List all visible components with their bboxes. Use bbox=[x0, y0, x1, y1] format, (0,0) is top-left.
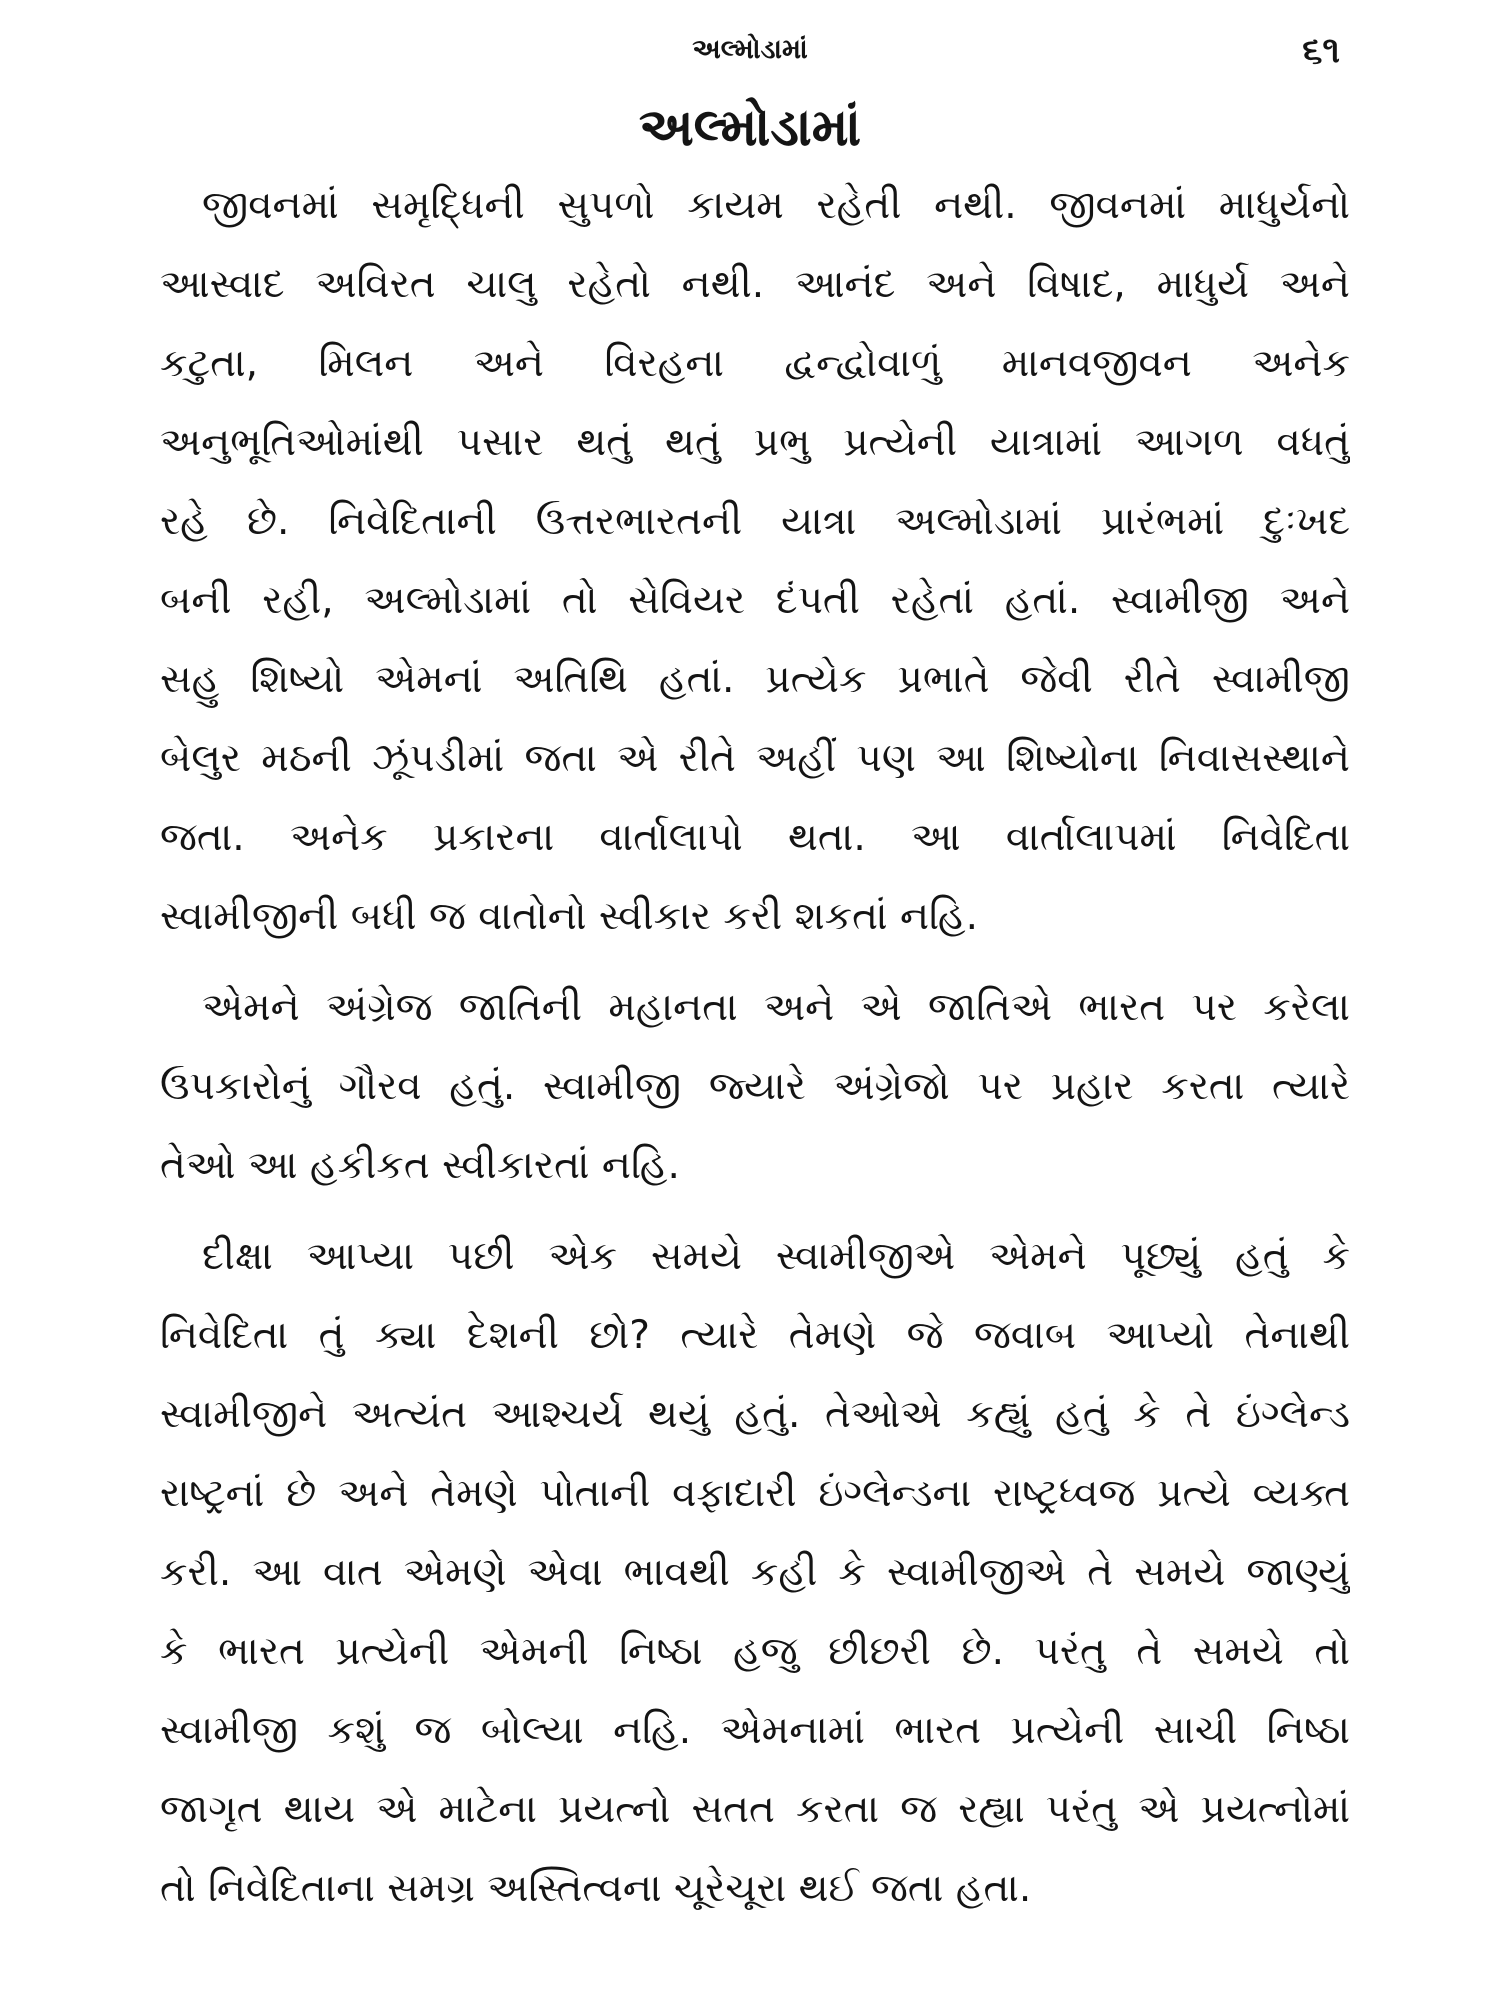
running-title: અલ્મોડામાં bbox=[692, 34, 808, 65]
running-header bbox=[160, 30, 1340, 84]
body-text bbox=[160, 166, 1350, 1940]
text-line: જીવનમાં સમૃદ્ધિની સુપળો કાયમ રહેતી નથી. જીવનમાં માધુર્યનો bbox=[202, 183, 1350, 228]
text-line: જાગૃત થાય એ માટેના પ્રયત્નો સતત કરતા જ રહ્યા પરંતુ એ પ્રયત્નોમાં bbox=[160, 1787, 1350, 1832]
text-line: અનુભૂતિઓમાંથી પસાર થતું થતું પ્રભુ પ્રત્યેની યાત્રામાં આગળ વધતું bbox=[160, 420, 1350, 465]
text-line: કરી. આ વાત એમણે એવા ભાવથી કહી કે સ્વામીજીએ તે સમયે જાણ્યું bbox=[160, 1550, 1350, 1595]
text-line: સહુ શિષ્યો એમનાં અતિથિ હતાં. પ્રત્યેક પ્રભાતે જેવી રીતે સ્વામીજી bbox=[160, 657, 1350, 702]
text-line: કે ભારત પ્રત્યેની એમની નિષ્ઠા હજુ છીછરી છે. પરંતુ તે સમયે તો bbox=[160, 1629, 1350, 1674]
text-line: બની રહી, અલ્મોડામાં તો સેવિયર દંપતી રહેતાં હતાં. સ્વામીજી અને bbox=[160, 578, 1350, 623]
text-line: એમને અંગ્રેજ જાતિની મહાનતા અને એ જાતિએ ભારત પર કરેલા bbox=[202, 985, 1350, 1030]
page-number: ૬૧ bbox=[1302, 30, 1340, 71]
text-line: તેઓ આ હકીકત સ્વીકારતાં નહિ. bbox=[160, 1143, 680, 1188]
text-line: સ્વામીજીને અત્યંત આશ્ચર્ય થયું હતું. તેઓએ કહ્યું હતું કે તે ઇંગ્લેન્ડ bbox=[160, 1392, 1350, 1437]
text-line: બેલુર મઠની ઝૂંપડીમાં જતા એ રીતે અહીં પણ આ શિષ્યોના નિવાસસ્થાને bbox=[160, 736, 1350, 781]
text-line: નિવેદિતા તું ક્યા દેશની છો? ત્યારે તેમણે જે જવાબ આપ્યો તેનાથી bbox=[160, 1313, 1350, 1358]
text-line: રાષ્ટ્રનાં છે અને તેમણે પોતાની વફાદારી ઇંગ્લેન્ડના રાષ્ટ્રધ્વજ પ્રત્યે વ્યક્ત bbox=[160, 1471, 1350, 1516]
text-line: સ્વામીજીની બધી જ વાતોનો સ્વીકાર કરી શકતાં નહિ. bbox=[160, 894, 978, 939]
text-line: જતા. અનેક પ્રકારના વાર્તાલાપો થતા. આ વાર્તાલાપમાં નિવેદિતા bbox=[160, 815, 1350, 860]
paragraph-1 bbox=[160, 166, 1350, 956]
text-line: કટુતા, મિલન અને વિરહના દ્વન્દ્વોવાળું માનવજીવન અનેક bbox=[160, 341, 1350, 386]
text-line: ઉપકારોનું ગૌરવ હતું. સ્વામીજી જ્યારે અંગ્રેજો પર પ્રહાર કરતા ત્યારે bbox=[160, 1064, 1350, 1109]
text-line: સ્વામીજી કશું જ બોલ્યા નહિ. એમનામાં ભારત પ્રત્યેની સાચી નિષ્ઠા bbox=[160, 1708, 1350, 1753]
paragraph-3 bbox=[160, 1217, 1350, 1928]
chapter-title: અલ્મોડામાં bbox=[638, 98, 862, 158]
text-line: રહે છે. નિવેદિતાની ઉત્તરભારતની યાત્રા અલ્મોડામાં પ્રારંભમાં દુઃખદ bbox=[160, 499, 1350, 544]
text-line: આસ્વાદ અવિરત ચાલુ રહેતો નથી. આનંદ અને વિષાદ, માધુર્ય અને bbox=[160, 262, 1350, 307]
text-line: તો નિવેદિતાના સમગ્ર અસ્તિત્વના ચૂરેચૂરા થઈ જતા હતા. bbox=[160, 1866, 1032, 1911]
paragraph-2 bbox=[160, 968, 1350, 1205]
text-line: દીક્ષા આપ્યા પછી એક સમયે સ્વામીજીએ એમને પૂછ્યું હતું કે bbox=[202, 1234, 1350, 1279]
